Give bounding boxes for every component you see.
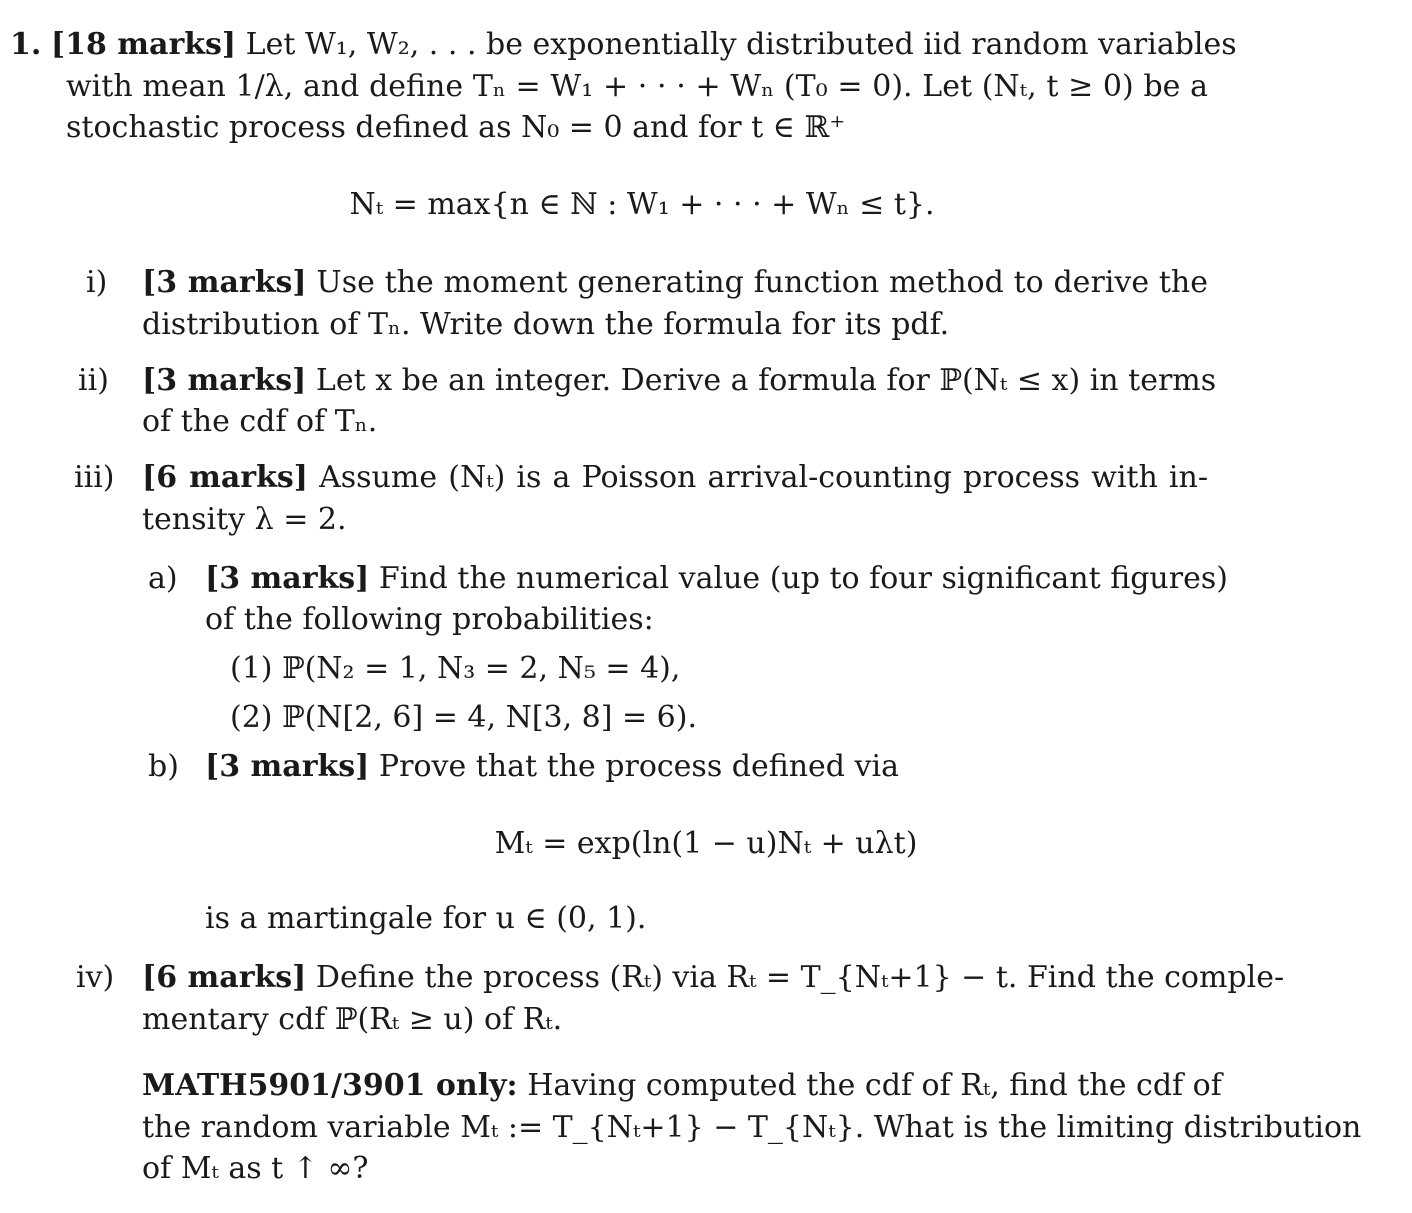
part-iv-line-2: mentary cdf ℙ(Rₜ ≥ u) of Rₜ. (142, 1002, 563, 1037)
part-ii-line-1 (142, 362, 1217, 400)
part-ii-line-2: of the cdf of Tₙ. (142, 404, 378, 439)
extra-line-3: of Mₜ as t ↑ ∞? (142, 1151, 369, 1186)
part-iii-b-text-1: Prove that the process defined via (378, 749, 899, 784)
question-intro-line-3: stochastic process defined as N₀ = 0 and for t ∈ ℝ⁺ (66, 110, 846, 145)
part-iii-b-display-equation: Mₜ = exp(ln(1 − u)Nₜ + uλt) (494, 826, 918, 861)
extra-line-2: the random variable Mₜ := T_{Nₜ+1} − T_{Nₜ}. What is the limiting distribution (142, 1110, 1362, 1145)
part-i-marks: [3 marks] (142, 265, 307, 300)
part-i-line-1 (142, 264, 1208, 302)
part-iii-a-line-2: of the following probabilities: (205, 602, 654, 637)
part-iii-b-marks: [3 marks] (205, 749, 370, 784)
part-ii-text-1: Let x be an integer. Derive a formula for ℙ(Nₜ ≤ x) in terms (315, 363, 1217, 398)
part-i-line-2: distribution of Tₙ. Write down the formula for its pdf. (142, 307, 950, 342)
part-iv-line-1 (142, 959, 1285, 997)
part-iii-a-label: a) (148, 561, 178, 596)
part-iii-line-2: tensity λ = 2. (142, 502, 347, 537)
part-iii-a-line-1 (205, 560, 1228, 598)
question-intro-line-1 (10, 26, 1237, 64)
part-iii-a-marks: [3 marks] (205, 561, 370, 596)
part-iii-a-text-1: Find the numerical value (up to four significant figures) (378, 561, 1228, 596)
part-ii-marks: [3 marks] (142, 363, 307, 398)
part-ii-label: ii) (78, 363, 109, 398)
part-iii-a-item-1: (1) ℙ(N₂ = 1, N₃ = 2, N₅ = 4), (230, 651, 681, 686)
extra-line-1 (142, 1067, 1222, 1105)
part-iii-b-label: b) (148, 749, 179, 784)
part-iii-line-1 (142, 459, 1208, 497)
part-iii-a-item-2: (2) ℙ(N[2, 6] = 4, N[3, 8] = 6). (230, 700, 698, 735)
part-iii-label: iii) (74, 460, 115, 495)
question-display-equation: Nₜ = max{n ∈ ℕ : W₁ + · · · + Wₙ ≤ t}. (349, 187, 935, 222)
extra-heading: MATH5901/3901 only: (142, 1068, 518, 1103)
question-marks: [18 marks] (50, 27, 237, 62)
question-intro-text-1: Let W₁, W₂, . . . be exponentially distributed iid random variables (245, 27, 1237, 62)
part-iii-b-line-2: is a martingale for u ∈ (0, 1). (205, 901, 647, 936)
part-i-text-1: Use the moment generating function method to derive the (316, 265, 1208, 300)
part-iii-text-1: Assume (Nₜ) is a Poisson arrival-counting process with in- (319, 460, 1208, 495)
part-iv-label: iv) (76, 960, 115, 995)
part-iii-b-line-1 (205, 748, 899, 786)
part-i-label: i) (86, 265, 108, 300)
part-iii-marks: [6 marks] (142, 460, 308, 495)
part-iv-text-1: Define the process (Rₜ) via Rₜ = T_{Nₜ+1} − t. Find the comple- (315, 960, 1285, 995)
extra-text-1: Having computed the cdf of Rₜ, find the cdf of (527, 1068, 1222, 1103)
part-iv-marks: [6 marks] (142, 960, 307, 995)
question-intro-line-2: with mean 1/λ, and define Tₙ = W₁ + · · · + Wₙ (T₀ = 0). Let (Nₜ, t ≥ 0) be a (66, 69, 1208, 104)
question-number: 1. (10, 27, 42, 62)
